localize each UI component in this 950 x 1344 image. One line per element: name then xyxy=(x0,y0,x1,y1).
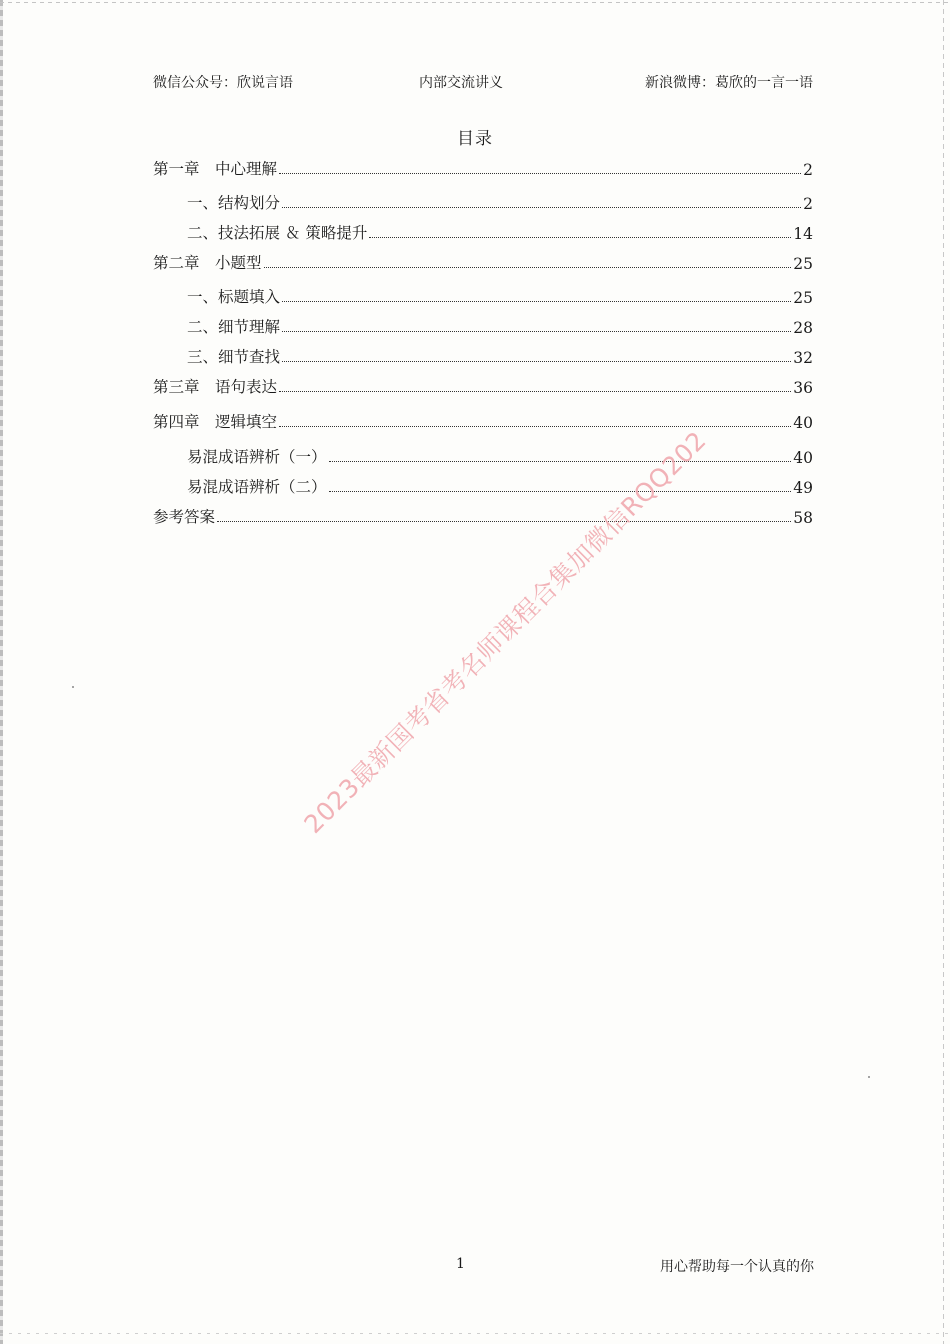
toc-entry-label: 易混成语辨析（二） xyxy=(187,478,327,496)
toc-entry-page: 2 xyxy=(803,195,813,213)
toc-entry[interactable] xyxy=(187,221,813,243)
scan-edge-top xyxy=(0,2,950,3)
scan-speck xyxy=(72,686,74,688)
toc-entry-page: 25 xyxy=(793,255,813,273)
toc-entry-page: 14 xyxy=(793,225,813,243)
scan-speck xyxy=(868,1076,870,1078)
toc-leader xyxy=(264,266,792,268)
toc-leader xyxy=(282,330,791,332)
page-number: 1 xyxy=(456,1256,465,1272)
header-doc-type: 内部交流讲义 xyxy=(419,75,503,91)
toc-entry[interactable] xyxy=(153,410,813,432)
toc-entry-label: 一、标题填入 xyxy=(187,288,281,306)
toc-entry[interactable] xyxy=(187,475,813,497)
toc-entry-page: 40 xyxy=(793,449,813,467)
toc-entry-page: 25 xyxy=(793,289,813,307)
toc-entry-label: 第三章 语句表达 xyxy=(153,378,278,396)
toc-entry-label: 第二章 小题型 xyxy=(153,254,262,272)
toc-entry-page: 58 xyxy=(793,509,813,527)
toc-entry-page: 32 xyxy=(793,349,813,367)
toc-entry-label: 第一章 中心理解 xyxy=(153,160,278,178)
toc-entry[interactable] xyxy=(187,191,813,213)
toc-entry-label: 参考答案 xyxy=(153,508,216,526)
toc-entry[interactable] xyxy=(153,505,813,527)
scan-edge-bottom xyxy=(0,1333,950,1334)
toc-entry-page: 36 xyxy=(793,379,813,397)
scan-edge-left xyxy=(0,0,3,1344)
header-wechat: 微信公众号：欣说言语 xyxy=(153,75,293,91)
watermark-text: 2023最新国考省考名师课程合集加微信RQQ202 xyxy=(298,425,712,840)
toc-leader xyxy=(279,390,791,392)
toc-entry[interactable] xyxy=(187,315,813,337)
toc-leader xyxy=(279,425,791,427)
toc-leader xyxy=(279,172,801,174)
toc-entry-page: 40 xyxy=(793,414,813,432)
toc-entry-label: 二、细节理解 xyxy=(187,318,281,336)
toc-entry-label: 一、结构划分 xyxy=(187,194,281,212)
footer-slogan: 用心帮助每一个认真的你 xyxy=(660,1259,814,1275)
toc-entry[interactable] xyxy=(153,157,813,179)
toc-leader xyxy=(329,490,792,492)
toc-leader xyxy=(369,236,791,238)
toc-entry-label: 易混成语辨析（一） xyxy=(187,448,327,466)
toc-leader xyxy=(217,520,791,522)
toc-entry-label: 第四章 逻辑填空 xyxy=(153,413,278,431)
toc-entry[interactable] xyxy=(153,251,813,273)
page-header xyxy=(153,72,813,94)
toc-leader xyxy=(282,206,801,208)
toc-entry-label: 二、技法拓展 ＆ 策略提升 xyxy=(187,224,368,242)
toc-entry-page: 49 xyxy=(793,479,813,497)
toc-entry[interactable] xyxy=(187,345,813,367)
scan-edge-right xyxy=(943,0,944,1344)
toc-entry[interactable] xyxy=(153,375,813,397)
toc-entry-page: 28 xyxy=(793,319,813,337)
toc-title: 目录 xyxy=(457,129,493,149)
toc-entry-label: 三、细节查找 xyxy=(187,348,281,366)
toc-entry[interactable] xyxy=(187,445,813,467)
toc-entry[interactable] xyxy=(187,285,813,307)
header-weibo: 新浪微博：葛欣的一言一语 xyxy=(645,75,813,91)
toc-leader xyxy=(282,300,791,302)
toc-leader xyxy=(282,360,791,362)
toc-entry-page: 2 xyxy=(803,161,813,179)
toc-leader xyxy=(329,460,792,462)
